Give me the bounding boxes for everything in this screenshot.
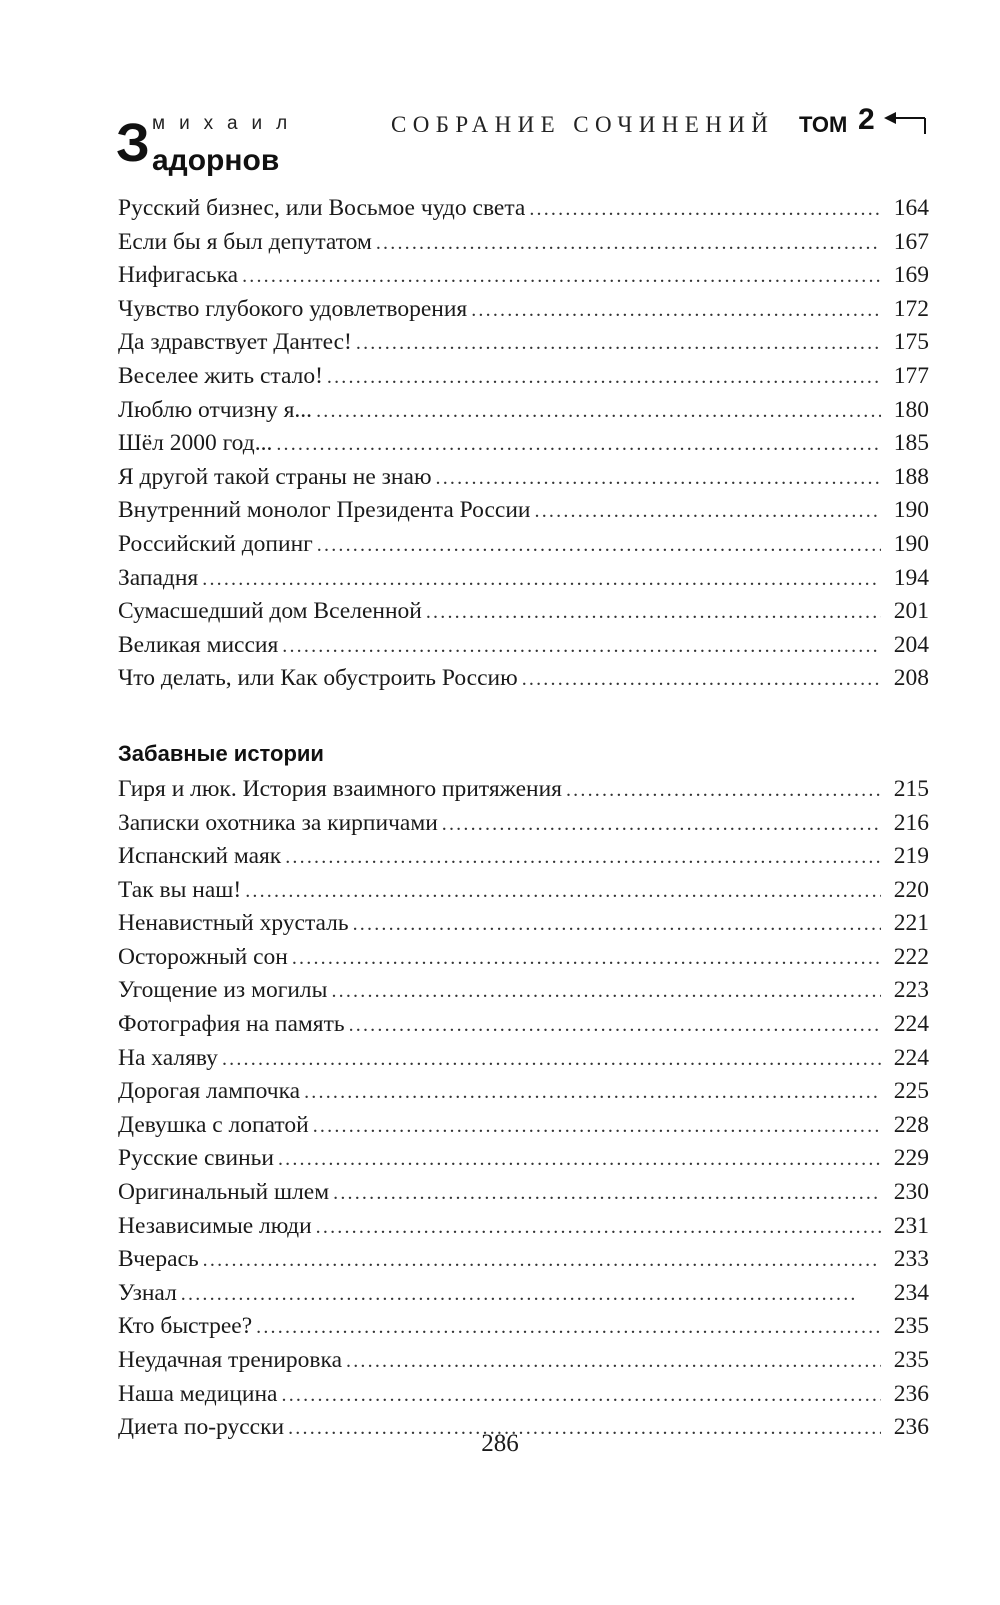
dot-leader <box>356 327 881 361</box>
toc-entry <box>118 1008 929 1042</box>
toc-entry-page: 177 <box>893 362 929 389</box>
toc-entry <box>118 1176 929 1210</box>
dot-leader <box>313 1110 881 1144</box>
toc-entry <box>118 326 929 360</box>
dot-leader <box>535 495 881 529</box>
toc-entry-title: Девушка с лопатой <box>118 1111 309 1138</box>
toc-entry <box>118 629 929 663</box>
toc-entry <box>118 293 929 327</box>
toc-entry <box>118 562 929 596</box>
toc-entry-title: Веселее жить стало! <box>118 362 323 389</box>
toc-entry <box>118 773 929 807</box>
toc-entry <box>118 1042 929 1076</box>
toc-entry-page: 175 <box>893 329 929 356</box>
toc-entry <box>118 840 929 874</box>
dot-leader <box>333 1177 881 1211</box>
toc-entry <box>118 427 929 461</box>
toc-entry-title: Западня <box>118 564 199 591</box>
toc-entry-title: Оригинальный шлем <box>118 1179 330 1206</box>
dot-leader <box>256 1311 881 1345</box>
toc-entry-page: 235 <box>893 1347 929 1373</box>
author-first-name: михаил <box>152 113 302 134</box>
toc-entry <box>118 259 929 293</box>
toc-entry <box>118 1344 929 1378</box>
toc-entry <box>118 192 929 226</box>
toc-entry-title: Узнал <box>118 1279 177 1306</box>
dot-leader <box>276 428 881 462</box>
toc-entry-page: 222 <box>893 943 929 970</box>
toc-entry-title: Внутренний монолог Президента России <box>118 497 531 524</box>
toc-group-funny-stories <box>118 773 929 1445</box>
dot-leader <box>278 1143 881 1177</box>
toc-entry-title: Шёл 2000 год... <box>118 430 273 457</box>
toc-entry <box>118 974 929 1008</box>
toc-entry-page: 224 <box>893 1044 929 1071</box>
toc-entry-page: 219 <box>893 843 929 870</box>
toc-entry-page: 236 <box>893 1414 929 1441</box>
series-title: СОБРАНИЕ СОЧИНЕНИЙ <box>391 112 775 137</box>
toc-entry-title: Записки охотника за кирпичами <box>118 809 438 836</box>
toc-entry-page: 221 <box>893 910 929 937</box>
toc-entry-page: 208 <box>893 665 929 692</box>
section-spacer <box>118 696 929 735</box>
dot-leader <box>285 841 881 875</box>
toc-entry-page: 204 <box>893 631 929 658</box>
toc-entry-page: 188 <box>893 463 929 490</box>
section-heading: Забавные истории <box>118 740 324 766</box>
toc-entry-page: 230 <box>893 1179 929 1206</box>
toc-entry-page: 164 <box>893 195 929 221</box>
toc-entry-title: Вчерась <box>118 1246 199 1273</box>
dot-leader <box>436 462 882 496</box>
dot-leader <box>349 1009 881 1043</box>
dot-leader <box>353 908 881 942</box>
author-initial: З <box>116 113 150 173</box>
toc-entry <box>118 941 929 975</box>
toc-group-main <box>118 192 929 696</box>
toc-entry-title: Нифигаська <box>118 262 239 289</box>
toc-entry <box>118 461 929 495</box>
toc-entry-title: Осторожный сон <box>118 943 288 970</box>
toc-entry-title: Русский бизнес, или Восьмое чудо света <box>118 195 526 221</box>
toc-entry-page: 223 <box>893 977 929 1004</box>
toc-entry <box>118 1277 929 1311</box>
running-header <box>116 103 924 178</box>
toc-entry-title: Гиря и люк. История взаимного притяжения <box>118 775 562 802</box>
toc-entry-title: Сумасшедший дом Вселенной <box>118 598 422 625</box>
dot-leader <box>529 193 881 227</box>
toc-entry-page: 190 <box>893 497 929 524</box>
toc-entry-title: Да здравствует Дантес! <box>118 329 352 356</box>
dot-leader <box>327 361 881 395</box>
toc-entry-title: Независимые люди <box>118 1212 312 1239</box>
toc-entry-page: 172 <box>893 295 929 322</box>
toc-entry-title: Фотография на память <box>118 1011 345 1038</box>
dot-leader <box>282 630 881 664</box>
toc-entry <box>118 874 929 908</box>
author-last-name: адорнов <box>152 144 280 177</box>
volume-label: ТОМ <box>799 112 848 137</box>
toc-entry-page: 236 <box>893 1380 929 1407</box>
toc-entry-title: На халяву <box>118 1044 218 1071</box>
toc-entry-page: 228 <box>893 1111 929 1138</box>
toc-entry <box>118 907 929 941</box>
toc-entry-title: Наша медицина <box>118 1380 278 1407</box>
dot-leader <box>242 260 881 294</box>
toc-entry-title: Дорогая лампочка <box>118 1078 301 1105</box>
toc-entry-page: 233 <box>893 1246 929 1273</box>
volume-number: 2 <box>858 103 875 136</box>
toc-entry <box>118 1243 929 1277</box>
toc-entry <box>118 528 929 562</box>
toc-entry-page: 190 <box>893 530 929 557</box>
toc-entry-page: 201 <box>893 598 929 625</box>
toc-entry <box>118 1075 929 1109</box>
toc-entry <box>118 394 929 428</box>
toc-entry-page: 229 <box>893 1145 929 1172</box>
toc-entry <box>118 1310 929 1344</box>
dot-leader <box>331 975 881 1009</box>
dot-leader <box>426 596 881 630</box>
dot-leader <box>203 1244 881 1278</box>
toc-entry-title: Неудачная тренировка <box>118 1347 343 1373</box>
toc-entry-page: 167 <box>893 228 929 255</box>
dot-leader <box>346 1345 881 1379</box>
toc-entry-page: 234 <box>893 1279 929 1306</box>
toc-entry-title: Кто быстрее? <box>118 1313 253 1340</box>
toc-entry <box>118 662 929 696</box>
toc-entry-page: 215 <box>893 775 929 802</box>
toc-entry-title: Русские свиньи <box>118 1145 274 1172</box>
dot-leader <box>181 1278 881 1312</box>
toc-entry-page: 216 <box>893 809 929 836</box>
dot-leader <box>376 227 881 261</box>
dot-leader <box>471 294 881 328</box>
toc-entry <box>118 1142 929 1176</box>
toc-entry-page: 180 <box>893 396 929 423</box>
toc-entry <box>118 360 929 394</box>
toc-entry-title: Чувство глубокого удовлетворения <box>118 295 468 322</box>
toc-entry-title: Диета по-русски <box>118 1414 285 1441</box>
dot-leader <box>282 1379 882 1413</box>
dot-leader <box>292 942 881 976</box>
dot-leader <box>566 774 881 808</box>
toc-entry-page: 169 <box>893 262 929 289</box>
toc-entry-page: 194 <box>893 564 929 591</box>
toc-entry-page: 225 <box>893 1078 929 1105</box>
toc-entry <box>118 1109 929 1143</box>
page-number: 286 <box>481 1430 519 1457</box>
dot-leader <box>317 529 881 563</box>
dot-leader <box>245 875 881 909</box>
toc-entry <box>118 595 929 629</box>
toc-entry-title: Ненавистный хрусталь <box>118 910 349 937</box>
toc-entry-title: Люблю отчизну я... <box>118 396 313 423</box>
table-of-contents <box>118 192 929 1445</box>
toc-entry-title: Так вы наш! <box>118 876 242 903</box>
toc-entry-page: 220 <box>893 876 929 903</box>
dot-leader <box>316 395 881 429</box>
toc-entry <box>118 1210 929 1244</box>
toc-entry-page: 224 <box>893 1011 929 1038</box>
toc-entry-title: Я другой такой страны не знаю <box>118 463 432 490</box>
dot-leader <box>202 563 881 597</box>
toc-entry <box>118 807 929 841</box>
dot-leader <box>304 1076 881 1110</box>
toc-entry-title: Угощение из могилы <box>118 977 328 1004</box>
dot-leader <box>316 1211 881 1245</box>
toc-entry-title: Если бы я был депутатом <box>118 228 372 255</box>
dot-leader <box>222 1043 881 1077</box>
dot-leader <box>522 663 881 697</box>
toc-entry <box>118 1378 929 1412</box>
arrow-left-icon <box>884 110 926 136</box>
toc-entry-title: Великая миссия <box>118 631 279 658</box>
dot-leader <box>442 808 881 842</box>
toc-entry-title: Что делать, или Как обустроить Россию <box>118 665 518 692</box>
toc-entry-page: 231 <box>893 1212 929 1239</box>
toc-entry-page: 185 <box>893 430 929 457</box>
toc-entry-title: Испанский маяк <box>118 843 282 870</box>
toc-entry <box>118 226 929 260</box>
toc-entry-title: Российский допинг <box>118 530 313 557</box>
toc-entry <box>118 494 929 528</box>
toc-entry-page: 235 <box>893 1313 929 1340</box>
